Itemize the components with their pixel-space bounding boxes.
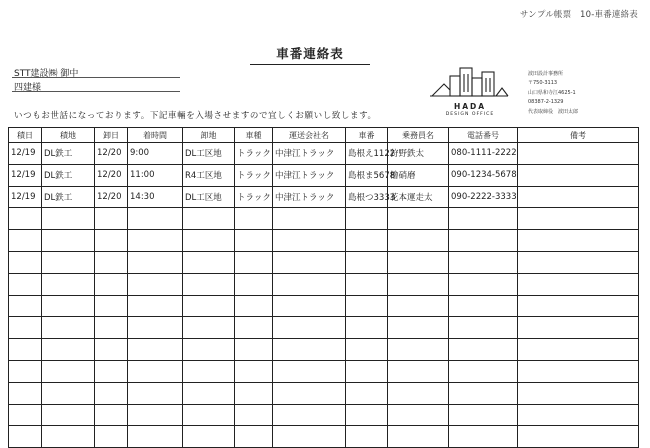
table-header-row (9, 128, 639, 143)
building-logo-icon (428, 62, 512, 102)
empty-cell (183, 208, 235, 230)
empty-cell (388, 382, 449, 404)
empty-table-row (9, 273, 639, 295)
empty-cell (388, 339, 449, 361)
empty-cell (273, 251, 346, 273)
empty-cell (235, 404, 273, 426)
empty-cell (128, 360, 183, 382)
empty-cell (128, 426, 183, 448)
col-vehicle-type-header: 車種 (235, 128, 273, 143)
empty-cell (183, 339, 235, 361)
empty-cell (518, 382, 639, 404)
empty-cell (128, 339, 183, 361)
empty-cell (9, 208, 42, 230)
col-loading-date-cell: 12/19 (9, 186, 42, 208)
col-arrival-time-cell: 11:00 (128, 164, 183, 186)
company-name: 波田設計事務所 (528, 71, 564, 77)
company-phone: 08387-2-1329 (528, 99, 564, 106)
empty-cell (518, 339, 639, 361)
recipient-company-underline (12, 77, 180, 78)
empty-cell (273, 208, 346, 230)
empty-cell (128, 382, 183, 404)
empty-cell (273, 230, 346, 252)
logo-name: HADA (453, 102, 487, 111)
empty-cell (346, 317, 388, 339)
empty-table-row (9, 404, 639, 426)
empty-cell (183, 360, 235, 382)
empty-cell (346, 360, 388, 382)
empty-cell (42, 251, 95, 273)
col-unloading-date-header: 卸日 (95, 128, 128, 143)
empty-cell (42, 426, 95, 448)
empty-cell (273, 273, 346, 295)
empty-cell (235, 339, 273, 361)
empty-cell (388, 295, 449, 317)
empty-cell (95, 295, 128, 317)
empty-cell (235, 360, 273, 382)
empty-cell (449, 295, 518, 317)
col-unloading-date-cell: 12/20 (95, 143, 128, 165)
table-row (9, 143, 639, 165)
empty-cell (346, 208, 388, 230)
col-arrival-time-cell: 9:00 (128, 143, 183, 165)
empty-table-row (9, 230, 639, 252)
empty-cell (95, 317, 128, 339)
empty-cell (388, 251, 449, 273)
empty-cell (183, 230, 235, 252)
empty-cell (273, 404, 346, 426)
col-loading-site-header: 積地 (42, 128, 95, 143)
empty-cell (183, 426, 235, 448)
empty-cell (9, 230, 42, 252)
empty-cell (183, 404, 235, 426)
col-plate-number-cell: 島根つ3333 (346, 186, 388, 208)
empty-table-row (9, 426, 639, 448)
empty-cell (518, 426, 639, 448)
col-plate-number-cell: 島根ま5678 (346, 164, 388, 186)
company-address: 山口県和寺江4625-1 (528, 89, 576, 96)
empty-cell (42, 339, 95, 361)
empty-cell (95, 360, 128, 382)
empty-table-row (9, 339, 639, 361)
col-loading-site-cell: DL鉄工 (42, 186, 95, 208)
empty-cell (9, 382, 42, 404)
empty-cell (95, 273, 128, 295)
col-loading-site-cell: DL鉄工 (42, 143, 95, 165)
col-plate-number-cell: 島根え1122 (346, 143, 388, 165)
col-carrier-cell: 中津江トラック (273, 143, 346, 165)
col-loading-site-cell: DL鉄工 (42, 164, 95, 186)
empty-cell (518, 251, 639, 273)
vehicle-number-table (8, 127, 639, 448)
empty-cell (449, 360, 518, 382)
empty-table-row (9, 208, 639, 230)
col-phone-cell: 090-1234-5678 (449, 164, 518, 186)
col-driver-header: 乗務員名 (388, 128, 449, 143)
empty-cell (518, 295, 639, 317)
empty-cell (388, 273, 449, 295)
col-driver-cell: 狩野鉄太 (388, 143, 449, 165)
empty-cell (95, 382, 128, 404)
empty-table-row (9, 295, 639, 317)
col-unloading-site-cell: DL工区地 (183, 186, 235, 208)
empty-cell (346, 251, 388, 273)
empty-cell (128, 251, 183, 273)
empty-cell (388, 360, 449, 382)
empty-cell (518, 208, 639, 230)
col-loading-date-cell: 12/19 (9, 164, 42, 186)
col-driver-cell: 檜硝磨 (388, 164, 449, 186)
empty-cell (128, 273, 183, 295)
col-phone-cell: 090-2222-3333 (449, 186, 518, 208)
empty-cell (95, 426, 128, 448)
empty-cell (128, 208, 183, 230)
empty-cell (9, 360, 42, 382)
empty-cell (183, 382, 235, 404)
empty-cell (42, 360, 95, 382)
empty-cell (346, 382, 388, 404)
col-vehicle-type-cell: トラック (235, 186, 273, 208)
empty-cell (518, 317, 639, 339)
empty-cell (273, 382, 346, 404)
empty-table-row (9, 360, 639, 382)
col-unloading-site-header: 卸地 (183, 128, 235, 143)
col-remarks-header: 備考 (518, 128, 639, 143)
empty-cell (128, 295, 183, 317)
empty-cell (42, 317, 95, 339)
empty-cell (128, 317, 183, 339)
empty-cell (9, 339, 42, 361)
empty-cell (518, 404, 639, 426)
empty-cell (42, 295, 95, 317)
empty-cell (235, 426, 273, 448)
empty-cell (9, 251, 42, 273)
company-logo (428, 62, 512, 124)
document-title: 車番連絡表 (250, 44, 370, 65)
col-unloading-date-cell: 12/20 (95, 186, 128, 208)
empty-cell (235, 208, 273, 230)
recipient-person: 四建様 (14, 83, 42, 93)
empty-cell (518, 360, 639, 382)
empty-cell (42, 273, 95, 295)
empty-cell (9, 426, 42, 448)
col-unloading-site-cell: DL工区地 (183, 143, 235, 165)
empty-cell (449, 404, 518, 426)
empty-cell (128, 404, 183, 426)
empty-cell (273, 426, 346, 448)
col-vehicle-type-cell: トラック (235, 164, 273, 186)
empty-cell (388, 208, 449, 230)
empty-cell (346, 404, 388, 426)
table-row (9, 186, 639, 208)
empty-cell (235, 382, 273, 404)
empty-cell (449, 382, 518, 404)
empty-cell (449, 251, 518, 273)
empty-cell (95, 404, 128, 426)
empty-cell (273, 317, 346, 339)
company-representative: 代表取締役 波田太郎 (528, 108, 579, 115)
empty-cell (9, 273, 42, 295)
logo-subtitle: DESIGN OFFICE (445, 112, 495, 117)
col-loading-date-header: 積日 (9, 128, 42, 143)
empty-cell (183, 317, 235, 339)
table-row (9, 164, 639, 186)
col-driver-cell: 花本運走太 (388, 186, 449, 208)
empty-cell (183, 295, 235, 317)
greeting-text: いつもお世話になっております。下記車輛を入場させますので宜しくお願いし致します。 (14, 111, 377, 121)
empty-cell (42, 382, 95, 404)
empty-cell (235, 230, 273, 252)
empty-cell (388, 230, 449, 252)
empty-table-row (9, 251, 639, 273)
col-unloading-date-cell: 12/20 (95, 164, 128, 186)
empty-cell (183, 273, 235, 295)
empty-cell (235, 251, 273, 273)
empty-cell (273, 360, 346, 382)
empty-cell (235, 273, 273, 295)
recipient-company: STT建設㈱ 御中 (14, 69, 79, 79)
col-carrier-header: 運送会社名 (273, 128, 346, 143)
empty-table-row (9, 317, 639, 339)
empty-cell (346, 230, 388, 252)
empty-cell (449, 273, 518, 295)
col-remarks-cell (518, 143, 639, 165)
empty-cell (388, 426, 449, 448)
col-plate-number-header: 車番 (346, 128, 388, 143)
empty-cell (9, 295, 42, 317)
empty-cell (518, 273, 639, 295)
empty-cell (273, 339, 346, 361)
empty-cell (388, 317, 449, 339)
col-remarks-cell (518, 164, 639, 186)
empty-cell (128, 230, 183, 252)
empty-cell (95, 230, 128, 252)
empty-cell (273, 295, 346, 317)
document-code: サンプル帳票 10-車番連絡表 (519, 10, 638, 20)
empty-cell (449, 426, 518, 448)
col-phone-cell: 080-1111-2222 (449, 143, 518, 165)
empty-cell (388, 404, 449, 426)
empty-cell (42, 230, 95, 252)
empty-cell (235, 295, 273, 317)
empty-cell (9, 404, 42, 426)
company-postal: 〒750-3113 (528, 80, 558, 87)
col-arrival-time-cell: 14:30 (128, 186, 183, 208)
empty-cell (95, 208, 128, 230)
col-carrier-cell: 中津江トラック (273, 164, 346, 186)
col-arrival-time-header: 着時間 (128, 128, 183, 143)
empty-table-row (9, 382, 639, 404)
empty-cell (449, 317, 518, 339)
empty-cell (95, 339, 128, 361)
empty-cell (42, 404, 95, 426)
empty-cell (518, 230, 639, 252)
recipient-person-underline (12, 91, 180, 92)
col-unloading-site-cell: R4工区地 (183, 164, 235, 186)
col-phone-header: 電話番号 (449, 128, 518, 143)
empty-cell (183, 251, 235, 273)
empty-cell (449, 230, 518, 252)
col-remarks-cell (518, 186, 639, 208)
col-loading-date-cell: 12/19 (9, 143, 42, 165)
col-carrier-cell: 中津江トラック (273, 186, 346, 208)
empty-cell (449, 339, 518, 361)
empty-cell (95, 251, 128, 273)
empty-cell (346, 339, 388, 361)
empty-cell (449, 208, 518, 230)
col-vehicle-type-cell: トラック (235, 143, 273, 165)
empty-cell (9, 317, 42, 339)
empty-cell (42, 208, 95, 230)
empty-cell (346, 273, 388, 295)
empty-cell (346, 426, 388, 448)
empty-cell (346, 295, 388, 317)
empty-cell (235, 317, 273, 339)
company-info (528, 70, 578, 117)
